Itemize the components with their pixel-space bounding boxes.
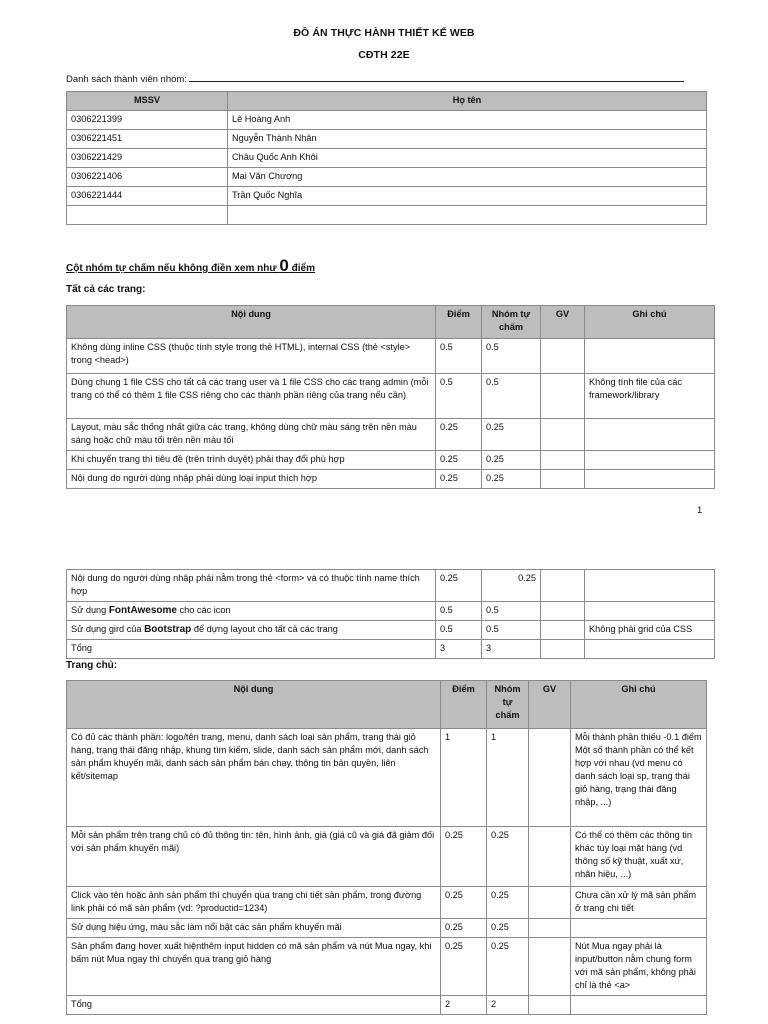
criteria: Mỗi sản phẩm trên trang chủ có đủ thông tin: tên, hình ảnh, giá (giá cũ và giá đã giảm đối với sản phẩm khuyến mãi) — [67, 827, 441, 887]
section-home-page: Trang chủ: — [66, 660, 118, 671]
members-underline — [189, 71, 684, 82]
members-label-line — [66, 71, 684, 85]
remark — [585, 640, 715, 659]
col-content: Nội dung — [67, 681, 441, 729]
col-note: Ghi chú — [585, 306, 715, 339]
member-id: 0306221406 — [67, 168, 228, 187]
criteria: Layout, màu sắc thống nhất giữa các trang, không dùng chữ màu sáng trên nền màu sáng hoặc chữ màu tối trên nền màu tối — [67, 419, 436, 451]
criteria-highlight: Bootstrap — [144, 624, 192, 635]
remark — [571, 919, 707, 938]
col-gv: GV — [529, 681, 571, 729]
self-score: 1 — [487, 729, 529, 827]
note-zero: 0 — [279, 256, 289, 275]
criteria: Khi chuyển trang thì tiêu đề (trên trình duyệt) phải thay đổi phù hợp — [67, 451, 436, 470]
table-row — [67, 168, 707, 187]
criteria: Không dùng inline CSS (thuộc tính style trong thẻ HTML), internal CSS (thẻ <style> trong <head>) — [67, 339, 436, 374]
self-score: 0.5 — [482, 339, 541, 374]
member-name: Châu Quốc Anh Khôi — [228, 149, 707, 168]
table-row — [67, 919, 707, 938]
criteria: Tổng — [67, 996, 441, 1015]
remark: Có thể có thêm các thông tin khác tùy loại mặt hàng (vd thông số kỹ thuật, xuất xứ, nhãn hiệu, ...) — [571, 827, 707, 887]
score: 0.25 — [441, 887, 487, 919]
remark: Chưa cần xử lý mã sản phẩm ở trang chi tiết — [571, 887, 707, 919]
note-text: Cột nhóm tự chấm nếu không điền xem như — [66, 263, 280, 274]
gv-score — [541, 419, 585, 451]
table-row — [67, 130, 707, 149]
page-number: 1 — [697, 505, 703, 516]
member-name: Nguyễn Thành Nhân — [228, 130, 707, 149]
member-id: 0306221399 — [67, 111, 228, 130]
member-id: 0306221451 — [67, 130, 228, 149]
criteria: Có đủ các thành phần: logo/tên trang, menu, danh sách loại sản phẩm, trạng thái giỏ hàng, trạng thái đăng nhập, khung tìm kiếm, slide, danh sách sản phẩm mới, danh sách sản phẩm khuyến mãi, danh sách sản phẩm bán chạy, thông tin bản quyền, liên kết/sitemap — [67, 729, 441, 827]
self-score: 0.25 — [487, 887, 529, 919]
member-name: Trần Quốc Nghĩa — [228, 187, 707, 206]
members-table — [66, 91, 707, 225]
score: 0.5 — [436, 339, 482, 374]
all-pages-table — [66, 305, 715, 489]
remark — [585, 602, 715, 621]
remark — [585, 451, 715, 470]
self-score: 0.25 — [482, 570, 541, 602]
member-name: Lê Hoàng Anh — [228, 111, 707, 130]
table-row — [67, 938, 707, 996]
self-score: 2 — [487, 996, 529, 1015]
document-title: ĐỒ ÁN THỰC HÀNH THIẾT KẾ WEB — [293, 27, 475, 39]
gv-score — [541, 374, 585, 419]
table-row — [67, 470, 715, 489]
score: 0.25 — [441, 827, 487, 887]
gv-score — [541, 602, 585, 621]
criteria-text: Sử dụng gird của — [71, 624, 145, 634]
gv-score — [541, 339, 585, 374]
remark: Nút Mua ngay phải là input/button nằm chung form với mã sản phẩm, không phải chỉ là thẻ <a> — [571, 938, 707, 996]
col-content: Nội dung — [67, 306, 436, 339]
score: 0.5 — [436, 602, 482, 621]
self-score: 0.5 — [482, 374, 541, 419]
remark — [585, 470, 715, 489]
member-id: 0306221429 — [67, 149, 228, 168]
table-row — [67, 827, 707, 887]
criteria-highlight: FontAwesome — [108, 605, 177, 616]
criteria: Nội dung do người dùng nhập phải nằm trong thẻ <form> và có thuộc tính name thích hợp — [67, 570, 436, 602]
score: 3 — [436, 640, 482, 659]
member-id: 0306221444 — [67, 187, 228, 206]
table-row — [67, 887, 707, 919]
table-row — [67, 111, 707, 130]
col-self-grade: Nhóm tự chấm — [482, 306, 541, 339]
col-score: Điểm — [441, 681, 487, 729]
section-all-pages: Tất cả các trang: — [66, 284, 146, 295]
self-score: 0.25 — [487, 827, 529, 887]
members-label: Danh sách thành viên nhóm: — [66, 74, 187, 85]
table-row — [67, 339, 715, 374]
score: 0.5 — [436, 374, 482, 419]
col-self-grade: Nhóm tự chấm — [487, 681, 529, 729]
class-label: CĐTH 22E — [358, 49, 410, 61]
gv-score — [529, 729, 571, 827]
self-score: 0.25 — [482, 419, 541, 451]
table-row — [67, 570, 715, 602]
table-row — [67, 206, 707, 225]
table-row — [67, 374, 715, 419]
remark: Không tính file của các framework/library — [585, 374, 715, 419]
remark: Mỗi thành phần thiếu -0.1 điểm Một số thành phần có thể kết hợp với nhau (vd menu có danh sách loại sp, trạng thái giỏ hàng, trạng thái đăng nhập, ...) — [571, 729, 707, 827]
self-score: 0.25 — [482, 470, 541, 489]
member-name: Mai Văn Chương — [228, 168, 707, 187]
gv-score — [541, 451, 585, 470]
criteria: Click vào tên hoặc ảnh sản phẩm thì chuyển qua trang chi tiết sản phẩm, trong đường link phải có mã sản phẩm (vd: ?productid=1234) — [67, 887, 441, 919]
remark — [571, 996, 707, 1015]
gv-score — [541, 621, 585, 640]
table-row — [67, 996, 707, 1015]
table-row — [67, 621, 715, 640]
score: 0.5 — [436, 621, 482, 640]
gv-score — [541, 640, 585, 659]
remark — [585, 570, 715, 602]
criteria — [67, 602, 436, 621]
table-row — [67, 187, 707, 206]
score: 2 — [441, 996, 487, 1015]
score: 0.25 — [441, 938, 487, 996]
score: 0.25 — [436, 570, 482, 602]
col-score: Điểm — [436, 306, 482, 339]
criteria: Dùng chung 1 file CSS cho tất cả các trang user và 1 file CSS cho các trang admin (mỗi trang có thể có thêm 1 file CSS riêng cho các thành phần riêng của trang nếu cần) — [67, 374, 436, 419]
gv-score — [541, 570, 585, 602]
table-row — [67, 419, 715, 451]
criteria: Sử dụng hiệu ứng, màu sắc làm nổi bật các sản phẩm khuyến mãi — [67, 919, 441, 938]
criteria: Sản phẩm đang hover xuất hiệnthêm input hidden có mã sản phẩm và nút Mua ngay, khi bấm nút Mua ngay thì chuyển qua trang giỏ hàng — [67, 938, 441, 996]
table-row — [67, 640, 715, 659]
gv-score — [529, 938, 571, 996]
self-score: 0.25 — [487, 938, 529, 996]
score: 1 — [441, 729, 487, 827]
remark: Không phải grid của CSS — [585, 621, 715, 640]
all-pages-table-continued — [66, 569, 715, 659]
gv-score — [529, 827, 571, 887]
remark — [585, 339, 715, 374]
gv-score — [529, 887, 571, 919]
table-row — [67, 149, 707, 168]
gv-score — [529, 919, 571, 938]
table-row — [67, 451, 715, 470]
members-header-name: Họ tên — [228, 92, 707, 111]
remark — [585, 419, 715, 451]
col-gv: GV — [541, 306, 585, 339]
gv-score — [541, 470, 585, 489]
self-grade-note — [66, 256, 315, 276]
score: 0.25 — [436, 451, 482, 470]
criteria — [67, 621, 436, 640]
self-score: 0.5 — [482, 602, 541, 621]
criteria: Tổng — [67, 640, 436, 659]
score: 0.25 — [436, 470, 482, 489]
table-row — [67, 602, 715, 621]
members-header-mssv: MSSV — [67, 92, 228, 111]
self-score: 3 — [482, 640, 541, 659]
note-text-end: điểm — [288, 263, 315, 274]
member-id — [67, 206, 228, 225]
self-score: 0.25 — [482, 451, 541, 470]
home-page-table — [66, 680, 707, 1015]
table-row — [67, 729, 707, 827]
score: 0.25 — [441, 919, 487, 938]
self-score: 0.5 — [482, 621, 541, 640]
criteria-text: Sử dụng — [71, 605, 109, 615]
gv-score — [529, 996, 571, 1015]
criteria: Nội dung do người dùng nhập phải dùng loại input thích hợp — [67, 470, 436, 489]
col-note: Ghi chú — [571, 681, 707, 729]
criteria-text-end: cho các icon — [177, 605, 231, 615]
score: 0.25 — [436, 419, 482, 451]
member-name — [228, 206, 707, 225]
self-score: 0.25 — [487, 919, 529, 938]
criteria-text-end: để dựng layout cho tất cả các trang — [191, 624, 338, 634]
